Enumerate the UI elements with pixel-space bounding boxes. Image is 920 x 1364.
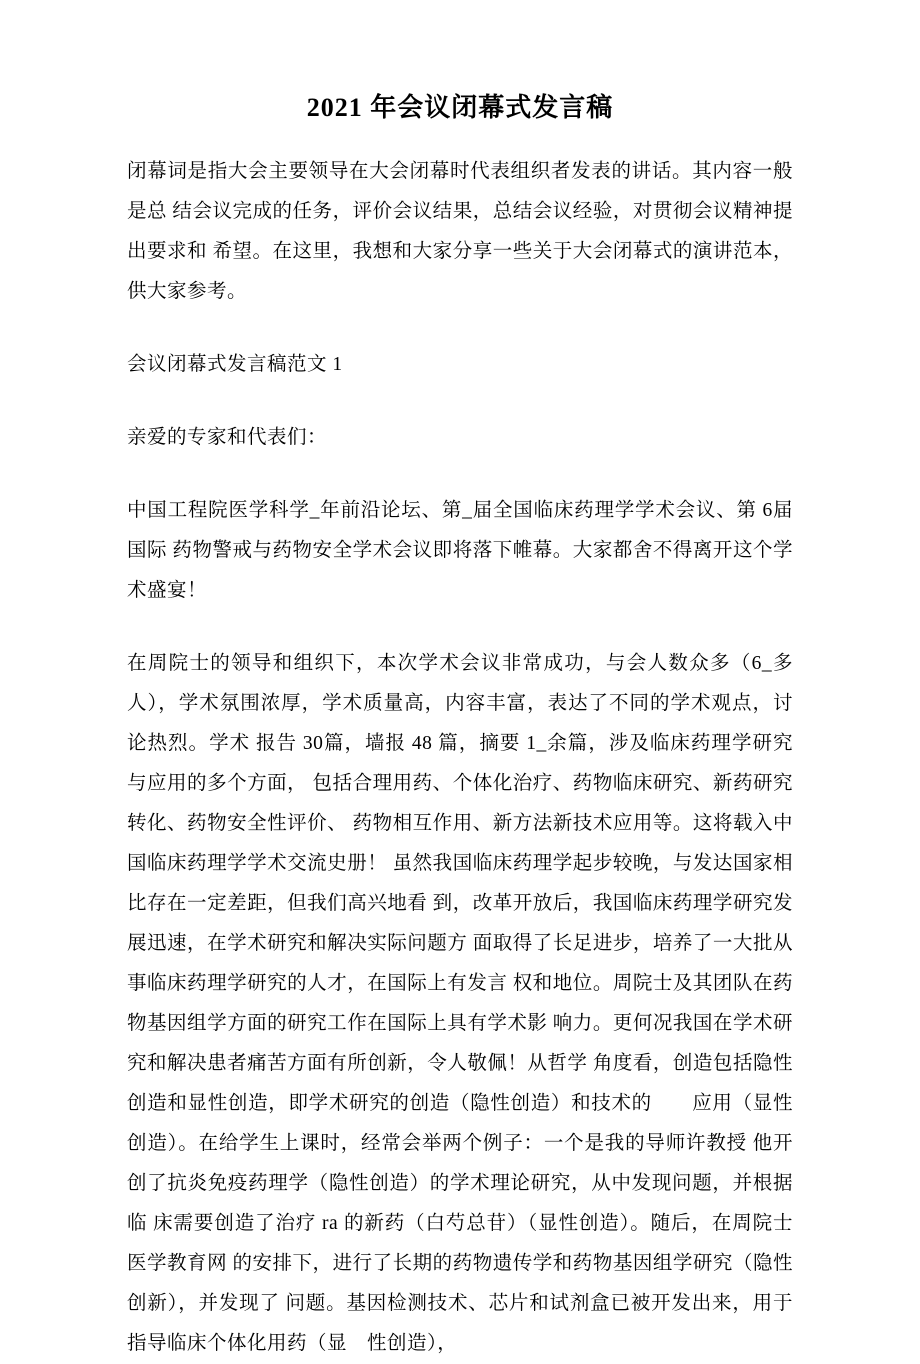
document-title: 2021 年会议闭幕式发言稿 [306,93,614,122]
paragraph-sample-heading: 会议闭幕式发言稿范文 1 [127,354,343,375]
paragraph-salutation: 亲爱的专家和代表们： [127,427,328,448]
paragraph-conference-opening: 中国工程院医学科学_年前沿论坛、第_届全国临床药理学学术会议、第 6届国际 药物警戒与药物安全学术会议即将落下帷幕。大家都舍不得离开这个学术盛宴！ [127,500,793,601]
paragraph-intro: 闭幕词是指大会主要领导在大会闭幕时代表组织者发表的讲话。其内容一般是总 结会议完成的任务，评价会议结果，总结会议经验，对贯彻会议精神提出要求和 希望。在这里，我想和大家分享一些关于大会闭幕式的演讲范本，供大家参考。 [127,161,793,302]
paragraph-main-body: 在周院士的领导和组织下，本次学术会议非常成功，与会人数众多（6_多人），学术氛围浓厚，学术质量高，内容丰富，表达了不同的学术观点，讨论热烈。学术 报告 30篇，墙报 48 篇，摘要 1_余篇，涉及临床药理学研究与应用的多个方面， 包括合理用药、个体化治疗、药物临床研究、新药研究转化、药物安全性评价、 药物相互作用、新方法新技术应用等。这将载入中国临床药理学学术交流史册！ 虽然我国临床药理学起步较晚，与发达国家相比存在一定差距，但我们高兴地看 到，改革开放后，我国临床药理学研究发展迅速，在学术研究和解决实际问题方 面取得了长足进步，培养了一大批从事临床药理学研究的人才，在国际上有发言 权和地位。周院士及其团队在药物基因组学方面的研究工作在国际上具有学术影 响力。更何况我国在学术研究和解决患者痛苦方面有所创新，令人敬佩！从哲学 角度看，创造包括隐性创造和显性创造，即学术研究的创造（隐性创造）和技术的 应用（显性创造）。在给学生上课时，经常会举两个例子：一个是我的导师许教授 他开创了抗炎免疫药理学（隐性创造）的学术理论研究，从中发现问题，并根据临 床需要创造了治疗 ra 的新药（白芍总苷）（显性创造）。随后，在周院士医学教育网 的安排下，进行了长期的药物遗传学和药物基因组学研究（隐性创新），并发现了 问题。基因检测技术、芯片和试剂盒已被开发出来，用于指导临床个体化用药（显 性创造）， [127,653,793,1354]
